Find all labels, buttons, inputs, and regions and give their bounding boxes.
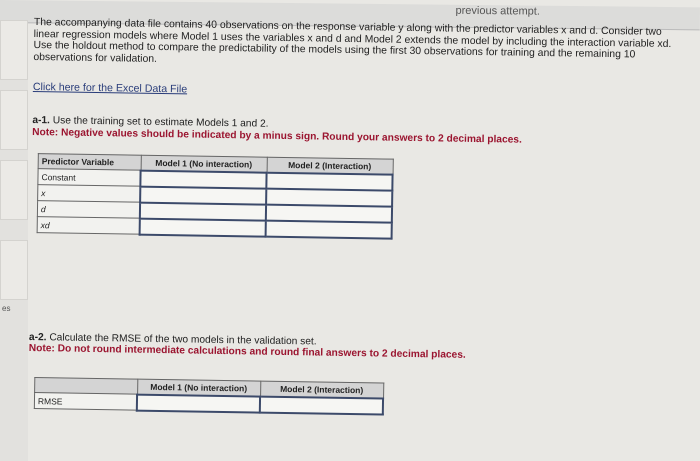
constant-model1-input[interactable] bbox=[140, 170, 266, 188]
sidebar-tab[interactable] bbox=[0, 20, 28, 80]
a1-question bbox=[32, 115, 682, 148]
sidebar bbox=[0, 20, 28, 461]
header-model1: Model 1 (No interaction) bbox=[141, 155, 267, 172]
header-blank bbox=[35, 377, 138, 394]
row-label: xd bbox=[40, 219, 50, 230]
a1-note: Note: Negative values should be indicated by a minus sign. Round your answers to 2 decimal places. bbox=[32, 126, 522, 146]
a2-label: a-2. bbox=[28, 331, 47, 343]
row-label: RMSE bbox=[34, 393, 137, 411]
coefficients-table bbox=[37, 153, 394, 240]
question-content bbox=[28, 17, 684, 420]
banner-text: previous attempt. bbox=[455, 4, 540, 18]
a2-text: Calculate the RMSE of the two models in the validation set. bbox=[49, 331, 317, 348]
xd-model1-input[interactable] bbox=[140, 218, 266, 236]
row-label: x bbox=[41, 187, 46, 198]
x-model2-input[interactable] bbox=[266, 188, 392, 206]
rmse-model2-input[interactable] bbox=[260, 396, 383, 414]
sidebar-tab[interactable] bbox=[0, 160, 28, 220]
a2-question bbox=[29, 332, 679, 365]
d-model2-input[interactable] bbox=[266, 204, 392, 222]
header-model2: Model 2 (Interaction) bbox=[260, 381, 383, 398]
problem-intro: The accompanying data file contains 40 observations on the response variable y along with the predictor variables x and d. Consider two linear regression models where Model 1 uses the variables x and d and Model 2 extends the model by including the interaction variable xd. Use the holdout method to compare the predictability of the models using the first 30 observations for training and the remaining 10 observations for validation. bbox=[33, 17, 672, 65]
d-model1-input[interactable] bbox=[140, 202, 266, 220]
header-predictor: Predictor Variable bbox=[38, 153, 141, 170]
row-label: d bbox=[40, 203, 46, 214]
sidebar-tab[interactable] bbox=[0, 90, 28, 150]
xd-model2-input[interactable] bbox=[266, 220, 392, 238]
a2-note: Note: Do not round intermediate calculations and round final answers to 2 decimal places. bbox=[28, 343, 466, 361]
a1-text: Use the training set to estimate Models 1 and 2. bbox=[52, 115, 269, 131]
header-model1: Model 1 (No interaction) bbox=[137, 379, 260, 396]
rmse-table bbox=[34, 377, 384, 415]
sidebar-tab[interactable] bbox=[0, 240, 28, 300]
a1-label: a-1. bbox=[32, 115, 51, 127]
header-model2: Model 2 (Interaction) bbox=[267, 157, 393, 174]
x-model1-input[interactable] bbox=[140, 186, 266, 204]
excel-data-link[interactable]: Click here for the Excel Data File bbox=[32, 81, 188, 96]
row-label: Constant bbox=[38, 169, 141, 187]
rmse-model1-input[interactable] bbox=[137, 394, 260, 412]
sidebar-label: es bbox=[2, 304, 11, 313]
constant-model2-input[interactable] bbox=[266, 172, 392, 190]
